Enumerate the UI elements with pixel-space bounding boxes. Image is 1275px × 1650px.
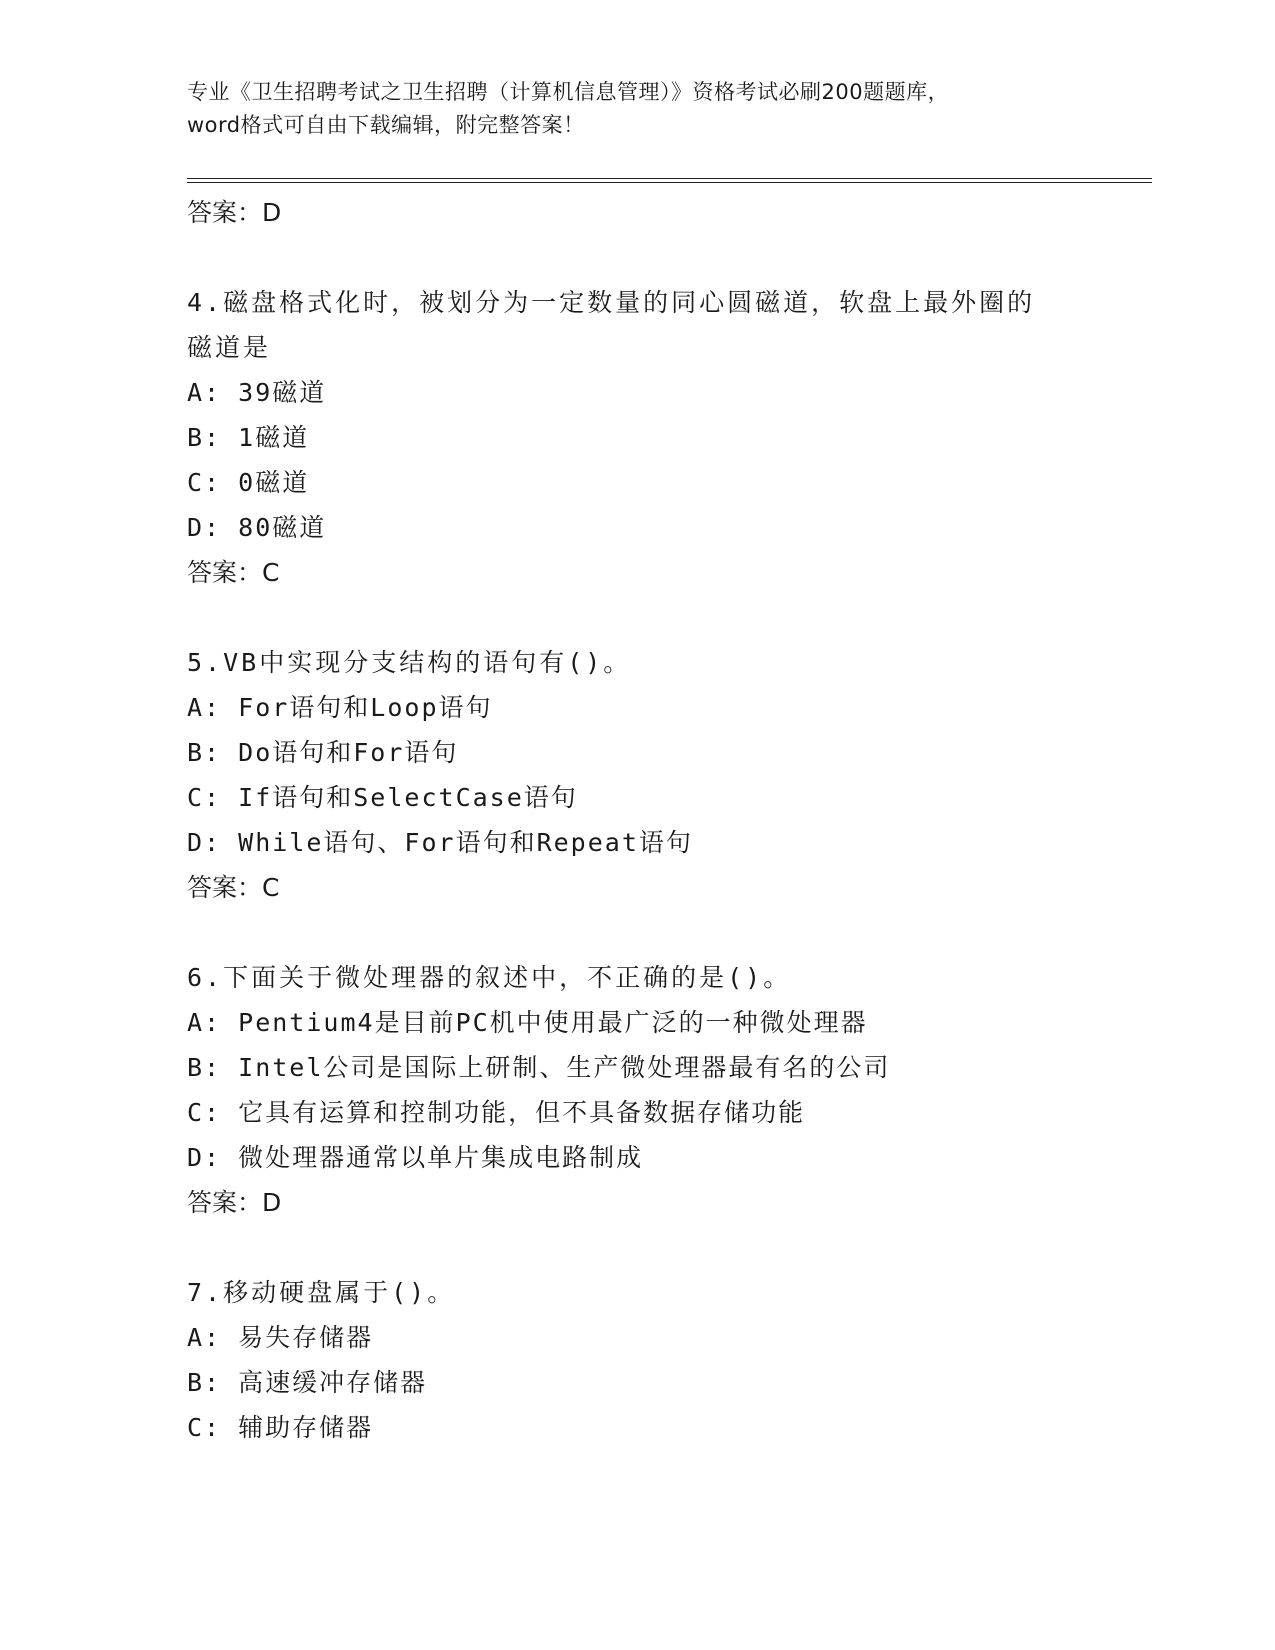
document-header [187,76,1087,142]
question-list [187,190,1087,1450]
option-d: D: While语句、For语句和Repeat语句 [187,828,693,857]
option-c: C: 它具有运算和控制功能，但不具备数据存储功能 [187,1098,806,1127]
option-b: B: Intel公司是国际上研制、生产微处理器最有名的公司 [187,1053,891,1082]
answer-line: 答案：D [187,198,282,227]
option-b: B: 高速缓冲存储器 [187,1368,428,1397]
header-divider-bottom [187,182,1152,183]
option-c: C: If语句和SelectCase语句 [187,783,578,812]
question-stem: 4.磁盘格式化时，被划分为一定数量的同心圆磁道，软盘上最外圈的 [187,288,1036,317]
question-stem-continued: 磁道是 [187,333,272,362]
option-b: B: Do语句和For语句 [187,738,459,767]
question-stem: 6.下面关于微处理器的叙述中，不正确的是()。 [187,963,792,992]
option-d: D: 80磁道 [187,513,327,542]
question-block [187,1270,1087,1450]
answer-line: 答案：D [187,1188,282,1217]
option-a: A: 39磁道 [187,378,327,407]
question-block [187,955,1087,1226]
header-line-2: word格式可自由下载编辑，附完整答案！ [187,113,585,137]
answer-line: 答案：C [187,873,280,902]
question-block [187,280,1087,596]
option-a: A: Pentium4是目前PC机中使用最广泛的一种微处理器 [187,1008,868,1037]
option-c: C: 辅助存储器 [187,1413,374,1442]
question-stem: 5.VB中实现分支结构的语句有()。 [187,648,632,677]
question-stem: 7.移动硬盘属于()。 [187,1278,456,1307]
option-a: A: 易失存储器 [187,1323,374,1352]
option-c: C: 0磁道 [187,468,310,497]
answer-line: 答案：C [187,558,280,587]
option-a: A: For语句和Loop语句 [187,693,493,722]
header-line-1: 专业《卫生招聘考试之卫生招聘（计算机信息管理）》资格考试必刷200题题库， [187,80,950,104]
header-divider-top [187,178,1152,179]
option-b: B: 1磁道 [187,423,310,452]
option-d: D: 微处理器通常以单片集成电路制成 [187,1143,644,1172]
question-block [187,640,1087,911]
